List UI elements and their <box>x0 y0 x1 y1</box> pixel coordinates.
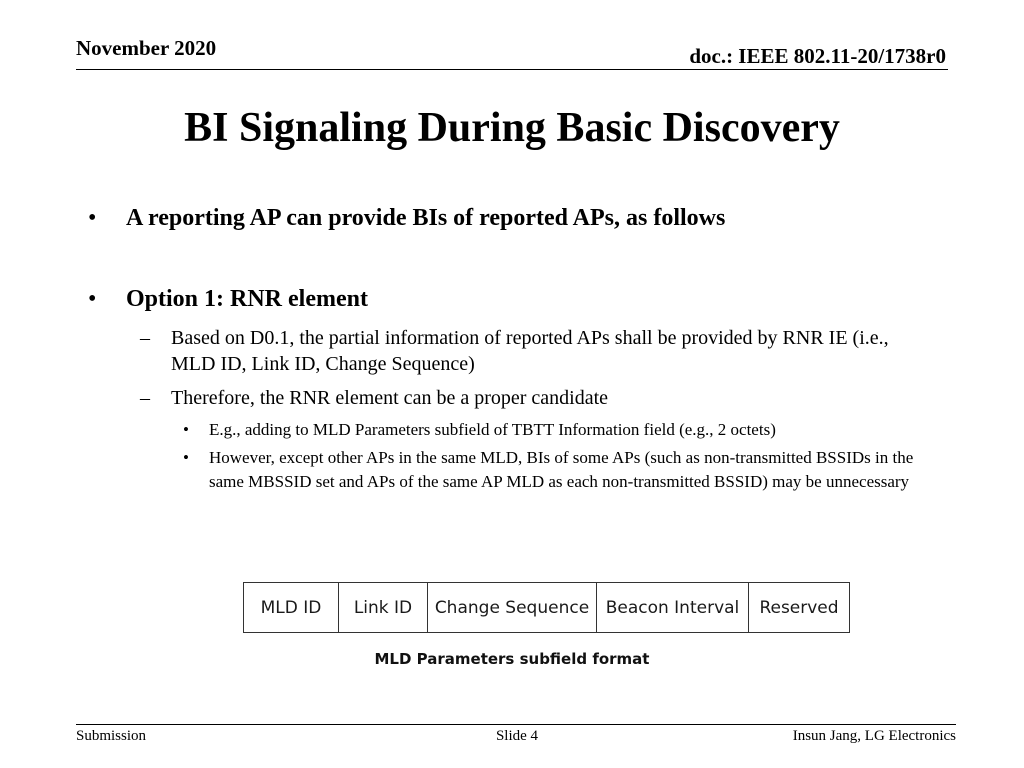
sub-sub-bullet-2-text: However, except other APs in the same MLD, BIs of some APs (such as non-transmitted BSSIDs in the same MBSSID set and APs of the same AP MLD as each non-transmitted BSSID) may be unnecessary <box>209 448 914 491</box>
sub-sub-bullet-1 <box>183 418 928 442</box>
figure-caption: MLD Parameters subfield format <box>374 650 650 668</box>
dash-marker: – <box>140 327 150 349</box>
mld-parameters-table <box>243 582 850 633</box>
bullet-marker: • <box>183 420 189 439</box>
bullet-marker: • <box>183 448 189 467</box>
footer-divider <box>76 724 956 725</box>
field-reserved: Reserved <box>749 583 850 633</box>
sub-sub-bullet-2 <box>183 446 928 494</box>
bullet-1-text: A reporting AP can provide BIs of reported APs, as follows <box>126 205 726 231</box>
footer-author: Insun Jang, LG Electronics <box>792 728 956 744</box>
dash-marker: – <box>140 387 150 409</box>
slide-title: BI Signaling During Basic Discovery <box>184 105 840 151</box>
sub-bullet-2-1 <box>140 325 930 377</box>
bullet-2 <box>88 286 368 313</box>
header-doc-id: doc.: IEEE 802.11-20/1738r0 <box>689 44 946 68</box>
sub-bullet-2-1-text: Based on D0.1, the partial information of reported APs shall be provided by RNR IE (i.e., MLD ID, Link ID, Change Sequence) <box>171 327 889 375</box>
bullet-marker: • <box>88 286 97 312</box>
bullet-2-text: Option 1: RNR element <box>126 286 368 312</box>
footer-slide-number: Slide 4 <box>495 728 539 744</box>
table-row <box>244 583 850 633</box>
field-beacon-interval: Beacon Interval <box>597 583 749 633</box>
header-divider <box>76 69 948 70</box>
field-change-sequence: Change Sequence <box>428 583 597 633</box>
bullet-1 <box>88 205 725 232</box>
footer-submission: Submission <box>76 728 147 744</box>
sub-bullet-2-2-text: Therefore, the RNR element can be a proper candidate <box>171 387 609 409</box>
sub-sub-bullet-1-text: E.g., adding to MLD Parameters subfield of TBTT Information field (e.g., 2 octets) <box>209 420 776 439</box>
sub-bullet-2-2 <box>140 385 930 411</box>
field-mld-id: MLD ID <box>244 583 339 633</box>
header-date: November 2020 <box>76 36 217 60</box>
bullet-marker: • <box>88 205 97 231</box>
field-link-id: Link ID <box>339 583 428 633</box>
